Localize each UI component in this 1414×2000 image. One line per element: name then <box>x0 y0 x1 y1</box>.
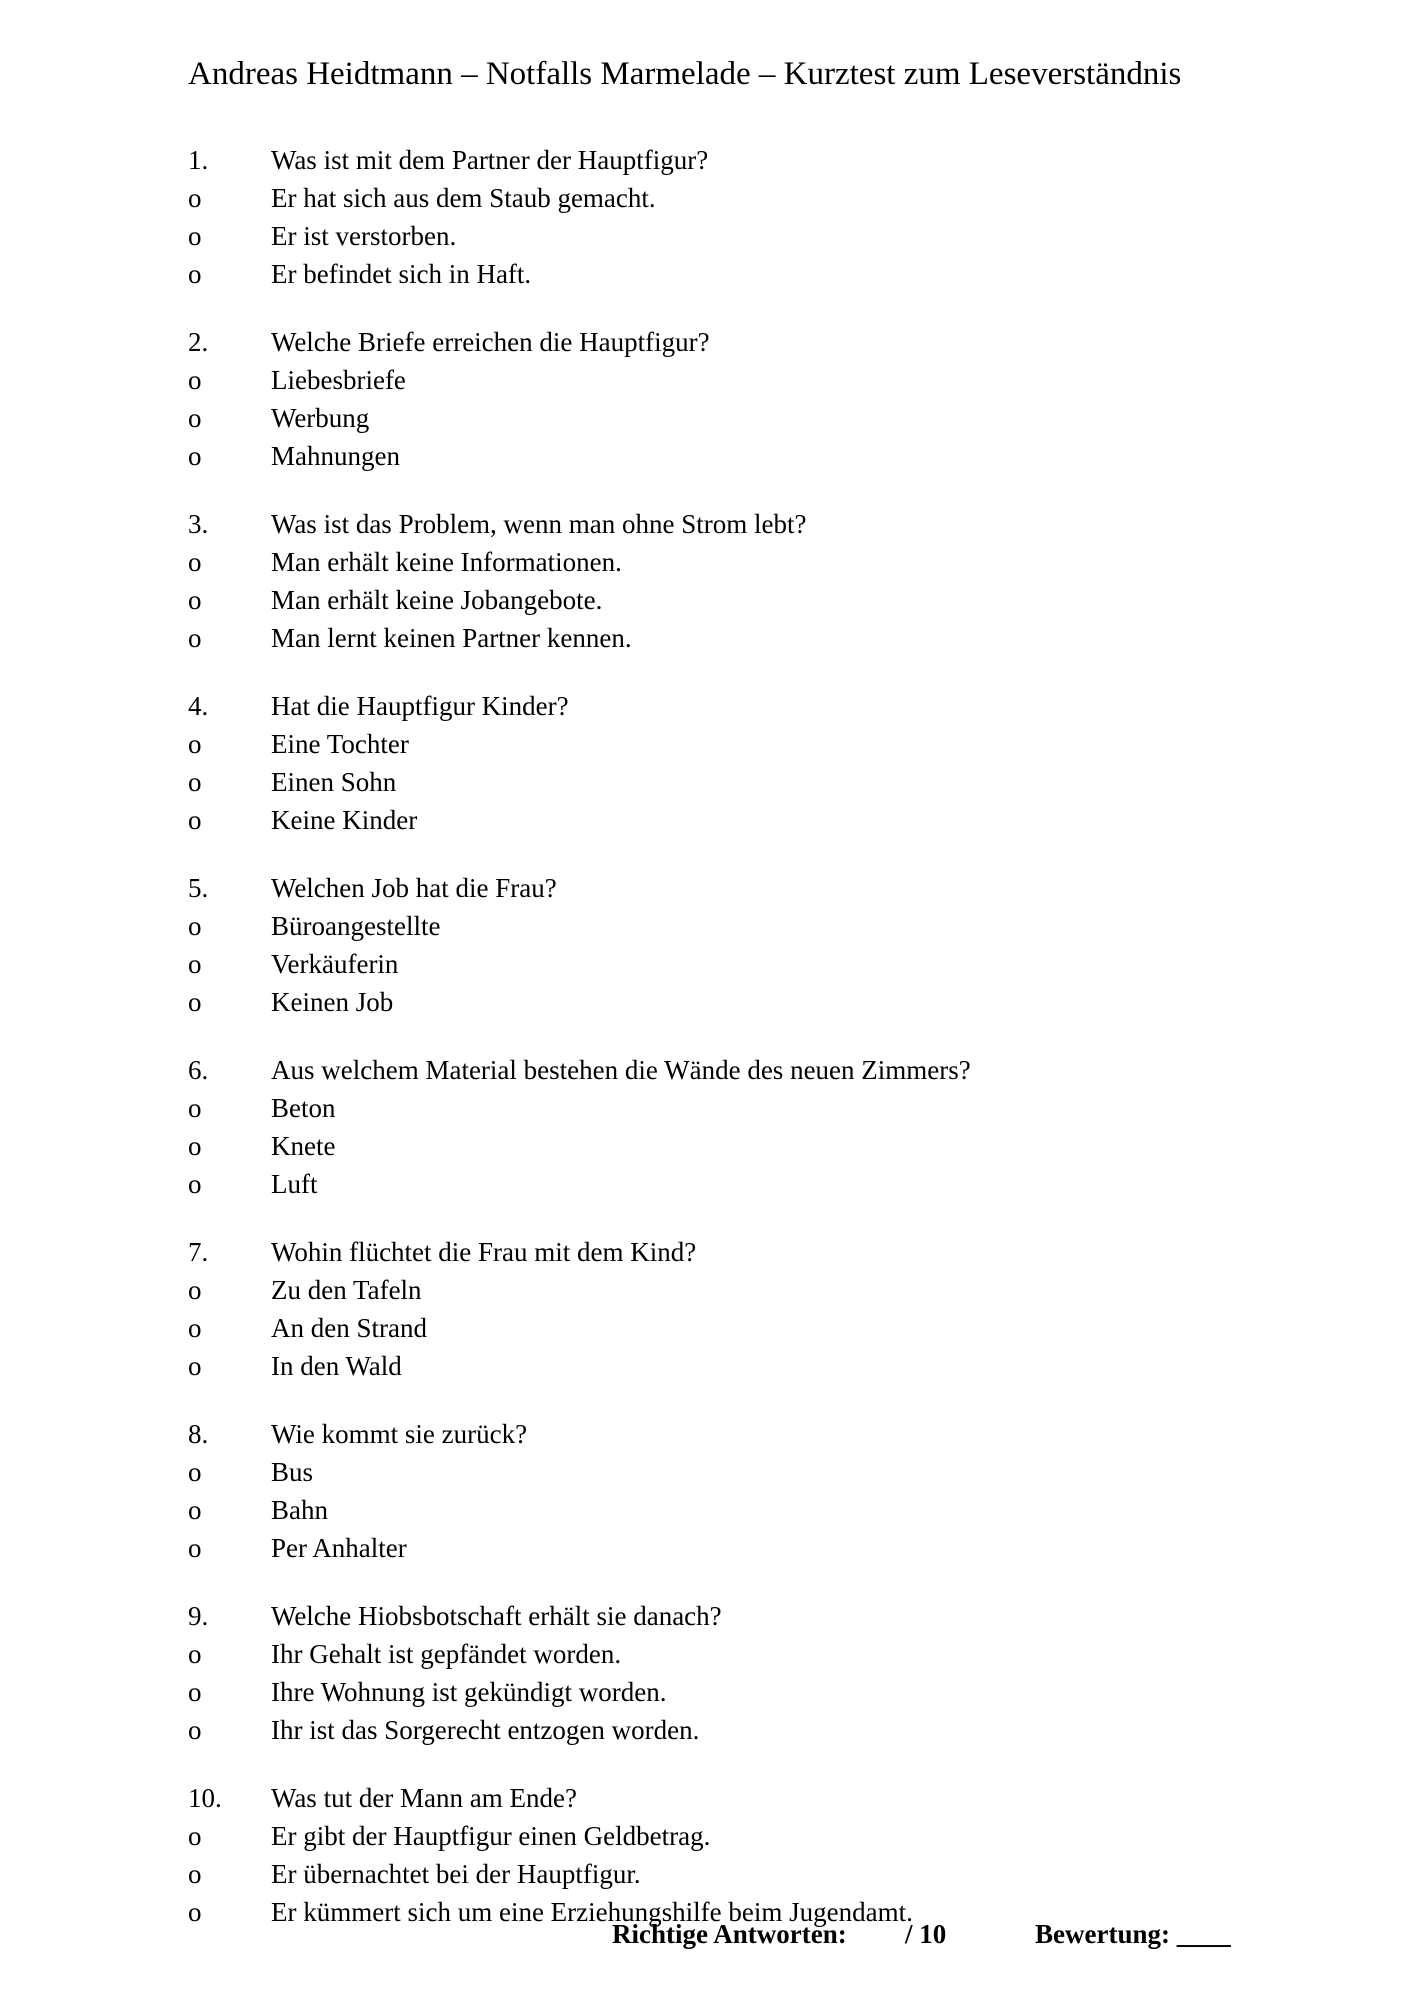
question-row <box>188 323 1288 361</box>
answer-option[interactable] <box>188 725 1288 763</box>
option-marker[interactable]: o <box>188 1639 202 1669</box>
option-marker[interactable]: o <box>188 1275 202 1305</box>
option-text: Eine Tochter <box>271 729 409 759</box>
question-row <box>188 1051 1288 1089</box>
answer-option[interactable] <box>188 983 1288 1021</box>
answer-option[interactable] <box>188 1309 1288 1347</box>
score-footer <box>0 1914 1414 1954</box>
option-text: Er hat sich aus dem Staub gemacht. <box>271 183 656 213</box>
option-text: Luft <box>271 1169 318 1199</box>
question-number: 2. <box>188 327 209 357</box>
question-row <box>188 1597 1288 1635</box>
answer-option[interactable] <box>188 763 1288 801</box>
option-text: Er gibt der Hauptfigur einen Geldbetrag. <box>271 1821 711 1851</box>
question-number: 1. <box>188 145 209 175</box>
option-marker[interactable]: o <box>188 1169 202 1199</box>
question-10 <box>188 1779 1288 1931</box>
correct-answers-label: Richtige Antworten: <box>612 1919 847 1949</box>
question-number: 9. <box>188 1601 209 1631</box>
option-text: Keine Kinder <box>271 805 418 835</box>
option-text: Er übernachtet bei der Hauptfigur. <box>271 1859 641 1889</box>
question-5 <box>188 869 1288 1021</box>
answer-option[interactable] <box>188 1673 1288 1711</box>
option-text: Bahn <box>271 1495 328 1525</box>
question-number: 10. <box>188 1783 222 1813</box>
answer-option[interactable] <box>188 1491 1288 1529</box>
question-number: 7. <box>188 1237 209 1267</box>
option-marker[interactable]: o <box>188 1457 202 1487</box>
question-text: Was tut der Mann am Ende? <box>271 1783 577 1813</box>
question-row <box>188 505 1288 543</box>
option-text: Er ist verstorben. <box>271 221 457 251</box>
question-number: 8. <box>188 1419 209 1449</box>
question-2 <box>188 323 1288 475</box>
question-4 <box>188 687 1288 839</box>
question-8 <box>188 1415 1288 1567</box>
option-marker[interactable]: o <box>188 767 202 797</box>
question-number: 5. <box>188 873 209 903</box>
option-text: Man erhält keine Jobangebote. <box>271 585 603 615</box>
option-marker[interactable]: o <box>188 1821 202 1851</box>
answer-option[interactable] <box>188 437 1288 475</box>
option-text: Ihr Gehalt ist gepfändet worden. <box>271 1639 622 1669</box>
option-text: Keinen Job <box>271 987 394 1017</box>
option-text: Ihr ist das Sorgerecht entzogen worden. <box>271 1715 700 1745</box>
question-number: 6. <box>188 1055 209 1085</box>
question-row <box>188 1779 1288 1817</box>
option-marker[interactable]: o <box>188 1677 202 1707</box>
option-marker[interactable]: o <box>188 547 202 577</box>
question-1 <box>188 141 1288 293</box>
option-text: Zu den Tafeln <box>271 1275 422 1305</box>
answer-option[interactable] <box>188 1529 1288 1567</box>
answer-option[interactable] <box>188 361 1288 399</box>
page-title: Andreas Heidtmann – Notfalls Marmelade – Kurztest zum Leseverständnis <box>188 56 1182 92</box>
option-marker[interactable]: o <box>188 365 202 395</box>
option-marker[interactable]: o <box>188 1495 202 1525</box>
option-marker[interactable]: o <box>188 911 202 941</box>
option-marker[interactable]: o <box>188 441 202 471</box>
question-text: Was ist das Problem, wenn man ohne Strom lebt? <box>271 509 807 539</box>
answer-option[interactable] <box>188 179 1288 217</box>
question-row <box>188 141 1288 179</box>
option-marker[interactable]: o <box>188 1715 202 1745</box>
option-marker[interactable]: o <box>188 1093 202 1123</box>
option-text: Werbung <box>271 403 370 433</box>
answer-option[interactable] <box>188 801 1288 839</box>
question-text: Welchen Job hat die Frau? <box>271 873 557 903</box>
option-text: Liebesbriefe <box>271 365 406 395</box>
answer-option[interactable] <box>188 1165 1288 1203</box>
question-text: Hat die Hauptfigur Kinder? <box>271 691 569 721</box>
option-text: Er befindet sich in Haft. <box>271 259 532 289</box>
answer-option[interactable] <box>188 255 1288 293</box>
answer-option[interactable] <box>188 1855 1288 1893</box>
answer-option[interactable] <box>188 619 1288 657</box>
question-row <box>188 869 1288 907</box>
question-list <box>188 141 1288 1961</box>
answer-option[interactable] <box>188 1271 1288 1309</box>
option-marker[interactable]: o <box>188 729 202 759</box>
answer-option[interactable] <box>188 1635 1288 1673</box>
question-row <box>188 1415 1288 1453</box>
option-marker[interactable]: o <box>188 1131 202 1161</box>
option-text: An den Strand <box>271 1313 427 1343</box>
option-marker[interactable]: o <box>188 987 202 1017</box>
question-text: Was ist mit dem Partner der Hauptfigur? <box>271 145 709 175</box>
option-marker[interactable]: o <box>188 1313 202 1343</box>
option-marker[interactable]: o <box>188 623 202 653</box>
option-text: Einen Sohn <box>271 767 397 797</box>
question-text: Welche Briefe erreichen die Hauptfigur? <box>271 327 710 357</box>
question-row <box>188 1233 1288 1271</box>
rating-label: Bewertung: ____ <box>1035 1919 1231 1949</box>
option-text: Ihre Wohnung ist gekündigt worden. <box>271 1677 667 1707</box>
answer-option[interactable] <box>188 1817 1288 1855</box>
answer-option[interactable] <box>188 1453 1288 1491</box>
answer-option[interactable] <box>188 543 1288 581</box>
answer-option[interactable] <box>188 907 1288 945</box>
option-text: Man lernt keinen Partner kennen. <box>271 623 632 653</box>
question-text: Wohin flüchtet die Frau mit dem Kind? <box>271 1237 697 1267</box>
question-text: Wie kommt sie zurück? <box>271 1419 528 1449</box>
option-marker[interactable]: o <box>188 805 202 835</box>
answer-option[interactable] <box>188 399 1288 437</box>
answer-option[interactable] <box>188 945 1288 983</box>
question-3 <box>188 505 1288 657</box>
answer-option[interactable] <box>188 1089 1288 1127</box>
option-text: Knete <box>271 1131 336 1161</box>
answer-option[interactable] <box>188 1711 1288 1749</box>
question-7 <box>188 1233 1288 1385</box>
option-text: Büroangestellte <box>271 911 441 941</box>
question-6 <box>188 1051 1288 1203</box>
option-marker[interactable]: o <box>188 949 202 979</box>
option-marker[interactable]: o <box>188 259 202 289</box>
option-text: Verkäuferin <box>271 949 399 979</box>
option-marker[interactable]: o <box>188 183 202 213</box>
option-marker[interactable]: o <box>188 1351 202 1381</box>
option-marker[interactable]: o <box>188 1533 202 1563</box>
question-text: Aus welchem Material bestehen die Wände des neuen Zimmers? <box>271 1055 971 1085</box>
option-text: Man erhält keine Informationen. <box>271 547 622 577</box>
option-text: Mahnungen <box>271 441 400 471</box>
answer-option[interactable] <box>188 1347 1288 1385</box>
answer-option[interactable] <box>188 581 1288 619</box>
option-marker[interactable]: o <box>188 1897 202 1927</box>
question-number: 3. <box>188 509 209 539</box>
option-marker[interactable]: o <box>188 403 202 433</box>
option-text: In den Wald <box>271 1351 402 1381</box>
option-text: Beton <box>271 1093 336 1123</box>
option-text: Per Anhalter <box>271 1533 407 1563</box>
option-text: Er kümmert sich um eine Erziehungshilfe beim Jugendamt. <box>271 1897 913 1927</box>
question-9 <box>188 1597 1288 1749</box>
option-marker[interactable]: o <box>188 585 202 615</box>
question-number: 4. <box>188 691 209 721</box>
option-marker[interactable]: o <box>188 221 202 251</box>
answer-option[interactable] <box>188 1127 1288 1165</box>
score-total: / 10 <box>905 1919 947 1949</box>
question-text: Welche Hiobsbotschaft erhält sie danach? <box>271 1601 722 1631</box>
option-text: Bus <box>271 1457 314 1487</box>
question-row <box>188 687 1288 725</box>
answer-option[interactable] <box>188 217 1288 255</box>
option-marker[interactable]: o <box>188 1859 202 1889</box>
